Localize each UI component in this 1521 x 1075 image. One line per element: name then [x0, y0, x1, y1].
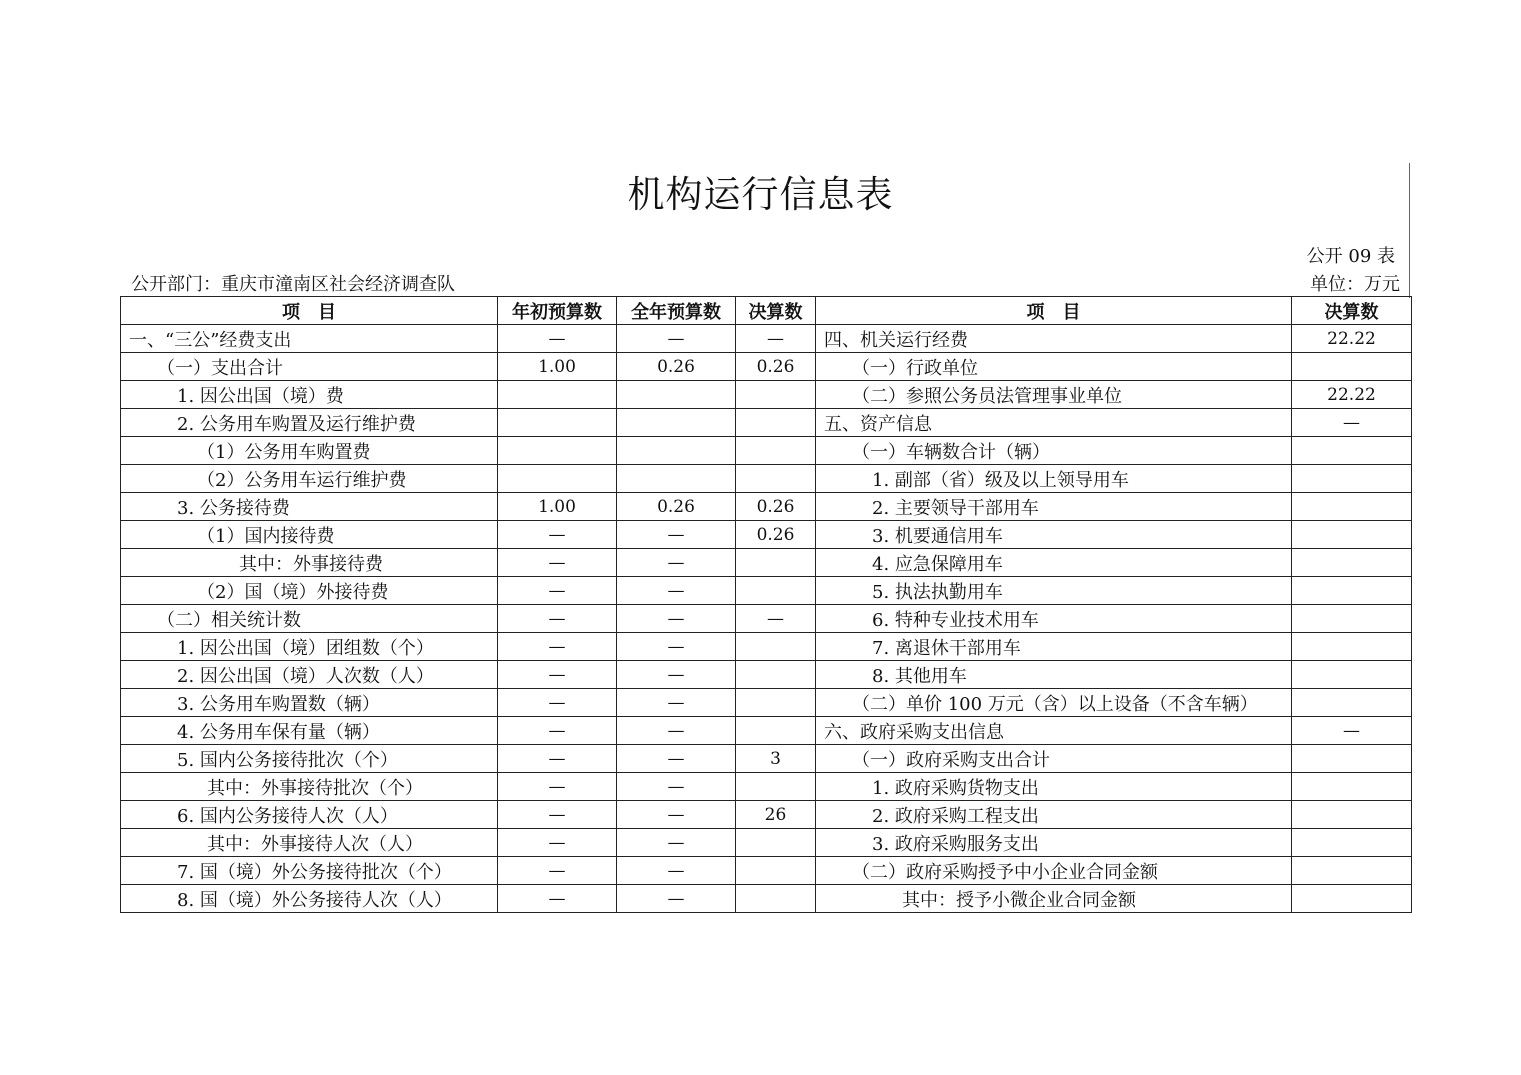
final-right-cell [1292, 745, 1412, 773]
final-right-cell: — [1292, 409, 1412, 437]
header-final-right: 决算数 [1292, 297, 1412, 325]
final-right-cell [1292, 605, 1412, 633]
right-item-cell: 7. 离退休干部用车 [816, 633, 1292, 661]
right-item-cell: 4. 应急保障用车 [816, 549, 1292, 577]
right-item-cell: 3. 机要通信用车 [816, 521, 1292, 549]
budget-full-cell: — [617, 605, 736, 633]
right-item-cell: （二）参照公务员法管理事业单位 [816, 381, 1292, 409]
budget-full-cell: — [617, 521, 736, 549]
left-item-cell: （1）国内接待费 [121, 521, 498, 549]
budget-full-cell: — [617, 325, 736, 353]
final-right-cell: 22.22 [1292, 325, 1412, 353]
budget-initial-cell: — [498, 325, 617, 353]
table-row [121, 661, 1412, 689]
page-title: 机构运行信息表 [627, 173, 894, 216]
final-right-cell [1292, 689, 1412, 717]
budget-full-cell: — [617, 773, 736, 801]
budget-full-cell: — [617, 633, 736, 661]
unit-label: 单位：万元 [1310, 274, 1400, 295]
budget-full-cell: — [617, 829, 736, 857]
final-right-cell: — [1292, 717, 1412, 745]
table-row [121, 801, 1412, 829]
table-header-row [121, 297, 1412, 325]
table-row [121, 521, 1412, 549]
final-left-cell [736, 857, 816, 885]
final-left-cell: — [736, 325, 816, 353]
final-left-cell: 3 [736, 745, 816, 773]
budget-full-cell: — [617, 577, 736, 605]
right-item-cell: 8. 其他用车 [816, 661, 1292, 689]
left-item-cell: 其中：外事接待费 [121, 549, 498, 577]
budget-initial-cell [498, 465, 617, 493]
table-row [121, 605, 1412, 633]
final-right-cell [1292, 801, 1412, 829]
budget-initial-cell: — [498, 605, 617, 633]
budget-initial-cell: — [498, 633, 617, 661]
table-row [121, 465, 1412, 493]
budget-full-cell: — [617, 857, 736, 885]
header-budget-full: 全年预算数 [617, 297, 736, 325]
left-item-cell: 1. 因公出国（境）费 [121, 381, 498, 409]
budget-full-cell: — [617, 689, 736, 717]
right-item-cell: 五、资产信息 [816, 409, 1292, 437]
right-item-cell: 5. 执法执勤用车 [816, 577, 1292, 605]
table-row [121, 493, 1412, 521]
left-item-cell: 一、“三公”经费支出 [121, 325, 498, 353]
header-final-left: 决算数 [736, 297, 816, 325]
final-right-cell [1292, 633, 1412, 661]
final-left-cell [736, 773, 816, 801]
left-item-cell: 5. 国内公务接待批次（个） [121, 745, 498, 773]
right-item-cell: 其中：授予小微企业合同金额 [816, 885, 1292, 913]
final-left-cell [736, 829, 816, 857]
final-left-cell: 0.26 [736, 493, 816, 521]
final-left-cell: 26 [736, 801, 816, 829]
budget-full-cell: — [617, 549, 736, 577]
left-item-cell: 4. 公务用车保有量（辆） [121, 717, 498, 745]
table-row [121, 409, 1412, 437]
right-item-cell: 3. 政府采购服务支出 [816, 829, 1292, 857]
budget-initial-cell: — [498, 745, 617, 773]
final-right-cell [1292, 437, 1412, 465]
table-row [121, 885, 1412, 913]
table-row [121, 353, 1412, 381]
left-item-cell: （2）公务用车运行维护费 [121, 465, 498, 493]
final-left-cell [736, 577, 816, 605]
right-item-cell: （一）行政单位 [816, 353, 1292, 381]
budget-initial-cell: — [498, 857, 617, 885]
table-row [121, 689, 1412, 717]
right-item-cell: （一）政府采购支出合计 [816, 745, 1292, 773]
final-right-cell [1292, 773, 1412, 801]
final-left-cell [736, 381, 816, 409]
final-right-cell [1292, 661, 1412, 689]
final-left-cell [736, 437, 816, 465]
budget-initial-cell: — [498, 661, 617, 689]
left-item-cell: 其中：外事接待批次（个） [121, 773, 498, 801]
left-item-cell: 3. 公务接待费 [121, 493, 498, 521]
budget-initial-cell [498, 409, 617, 437]
right-item-cell: （一）车辆数合计（辆） [816, 437, 1292, 465]
final-right-cell [1292, 577, 1412, 605]
final-left-cell [736, 689, 816, 717]
table-row [121, 325, 1412, 353]
left-item-cell: （二）相关统计数 [121, 605, 498, 633]
final-right-cell [1292, 549, 1412, 577]
final-right-cell [1292, 885, 1412, 913]
final-left-cell [736, 549, 816, 577]
budget-full-cell [617, 437, 736, 465]
left-item-cell: 1. 因公出国（境）团组数（个） [121, 633, 498, 661]
budget-full-cell: 0.26 [617, 493, 736, 521]
left-item-cell: （2）国（境）外接待费 [121, 577, 498, 605]
form-number: 公开 09 表 [1306, 246, 1395, 267]
right-item-cell: （二）政府采购授予中小企业合同金额 [816, 857, 1292, 885]
budget-full-cell: — [617, 885, 736, 913]
table-row [121, 633, 1412, 661]
final-right-cell [1292, 829, 1412, 857]
department-label: 公开部门：重庆市潼南区社会经济调查队 [131, 274, 455, 295]
final-left-cell [736, 465, 816, 493]
budget-full-cell [617, 381, 736, 409]
budget-initial-cell: — [498, 689, 617, 717]
final-left-cell: 0.26 [736, 353, 816, 381]
left-item-cell: 8. 国（境）外公务接待人次（人） [121, 885, 498, 913]
table-row [121, 857, 1412, 885]
left-item-cell: 3. 公务用车购置数（辆） [121, 689, 498, 717]
budget-initial-cell: — [498, 577, 617, 605]
budget-full-cell: — [617, 745, 736, 773]
budget-initial-cell: — [498, 717, 617, 745]
budget-initial-cell: — [498, 885, 617, 913]
final-left-cell [736, 717, 816, 745]
budget-initial-cell: — [498, 773, 617, 801]
header-budget-initial: 年初预算数 [498, 297, 617, 325]
table-row [121, 577, 1412, 605]
right-item-cell: 2. 政府采购工程支出 [816, 801, 1292, 829]
budget-initial-cell [498, 381, 617, 409]
final-left-cell [736, 661, 816, 689]
budget-full-cell: — [617, 801, 736, 829]
table-row [121, 829, 1412, 857]
table-row [121, 717, 1412, 745]
left-item-cell: 2. 公务用车购置及运行维护费 [121, 409, 498, 437]
final-left-cell [736, 885, 816, 913]
budget-initial-cell: — [498, 801, 617, 829]
left-item-cell: 2. 因公出国（境）人次数（人） [121, 661, 498, 689]
final-left-cell: 0.26 [736, 521, 816, 549]
left-item-cell: 7. 国（境）外公务接待批次（个） [121, 857, 498, 885]
institution-operation-table [120, 296, 1412, 913]
right-item-cell: 2. 主要领导干部用车 [816, 493, 1292, 521]
right-item-cell: 6. 特种专业技术用车 [816, 605, 1292, 633]
budget-initial-cell: — [498, 521, 617, 549]
budget-full-cell [617, 409, 736, 437]
left-item-cell: 6. 国内公务接待人次（人） [121, 801, 498, 829]
header-right-item: 项 目 [816, 297, 1292, 325]
final-left-cell: — [736, 605, 816, 633]
right-item-cell: （二）单价 100 万元（含）以上设备（不含车辆） [816, 689, 1292, 717]
budget-full-cell [617, 465, 736, 493]
final-right-cell [1292, 521, 1412, 549]
right-item-cell: 1. 政府采购货物支出 [816, 773, 1292, 801]
right-item-cell: 六、政府采购支出信息 [816, 717, 1292, 745]
table-row [121, 381, 1412, 409]
right-item-cell: 四、机关运行经费 [816, 325, 1292, 353]
table-row [121, 437, 1412, 465]
budget-initial-cell: 1.00 [498, 493, 617, 521]
table-row [121, 745, 1412, 773]
header-left-item: 项 目 [121, 297, 498, 325]
left-item-cell: （1）公务用车购置费 [121, 437, 498, 465]
budget-initial-cell: — [498, 549, 617, 577]
final-left-cell [736, 409, 816, 437]
budget-initial-cell [498, 437, 617, 465]
budget-full-cell: — [617, 661, 736, 689]
left-item-cell: 其中：外事接待人次（人） [121, 829, 498, 857]
final-right-cell [1292, 465, 1412, 493]
final-right-cell [1292, 857, 1412, 885]
final-left-cell [736, 633, 816, 661]
final-right-cell [1292, 353, 1412, 381]
table-row [121, 549, 1412, 577]
left-item-cell: （一）支出合计 [121, 353, 498, 381]
budget-full-cell: 0.26 [617, 353, 736, 381]
budget-full-cell: — [617, 717, 736, 745]
budget-initial-cell: 1.00 [498, 353, 617, 381]
table-row [121, 773, 1412, 801]
budget-initial-cell: — [498, 829, 617, 857]
final-right-cell [1292, 493, 1412, 521]
right-item-cell: 1. 副部（省）级及以上领导用车 [816, 465, 1292, 493]
final-right-cell: 22.22 [1292, 381, 1412, 409]
